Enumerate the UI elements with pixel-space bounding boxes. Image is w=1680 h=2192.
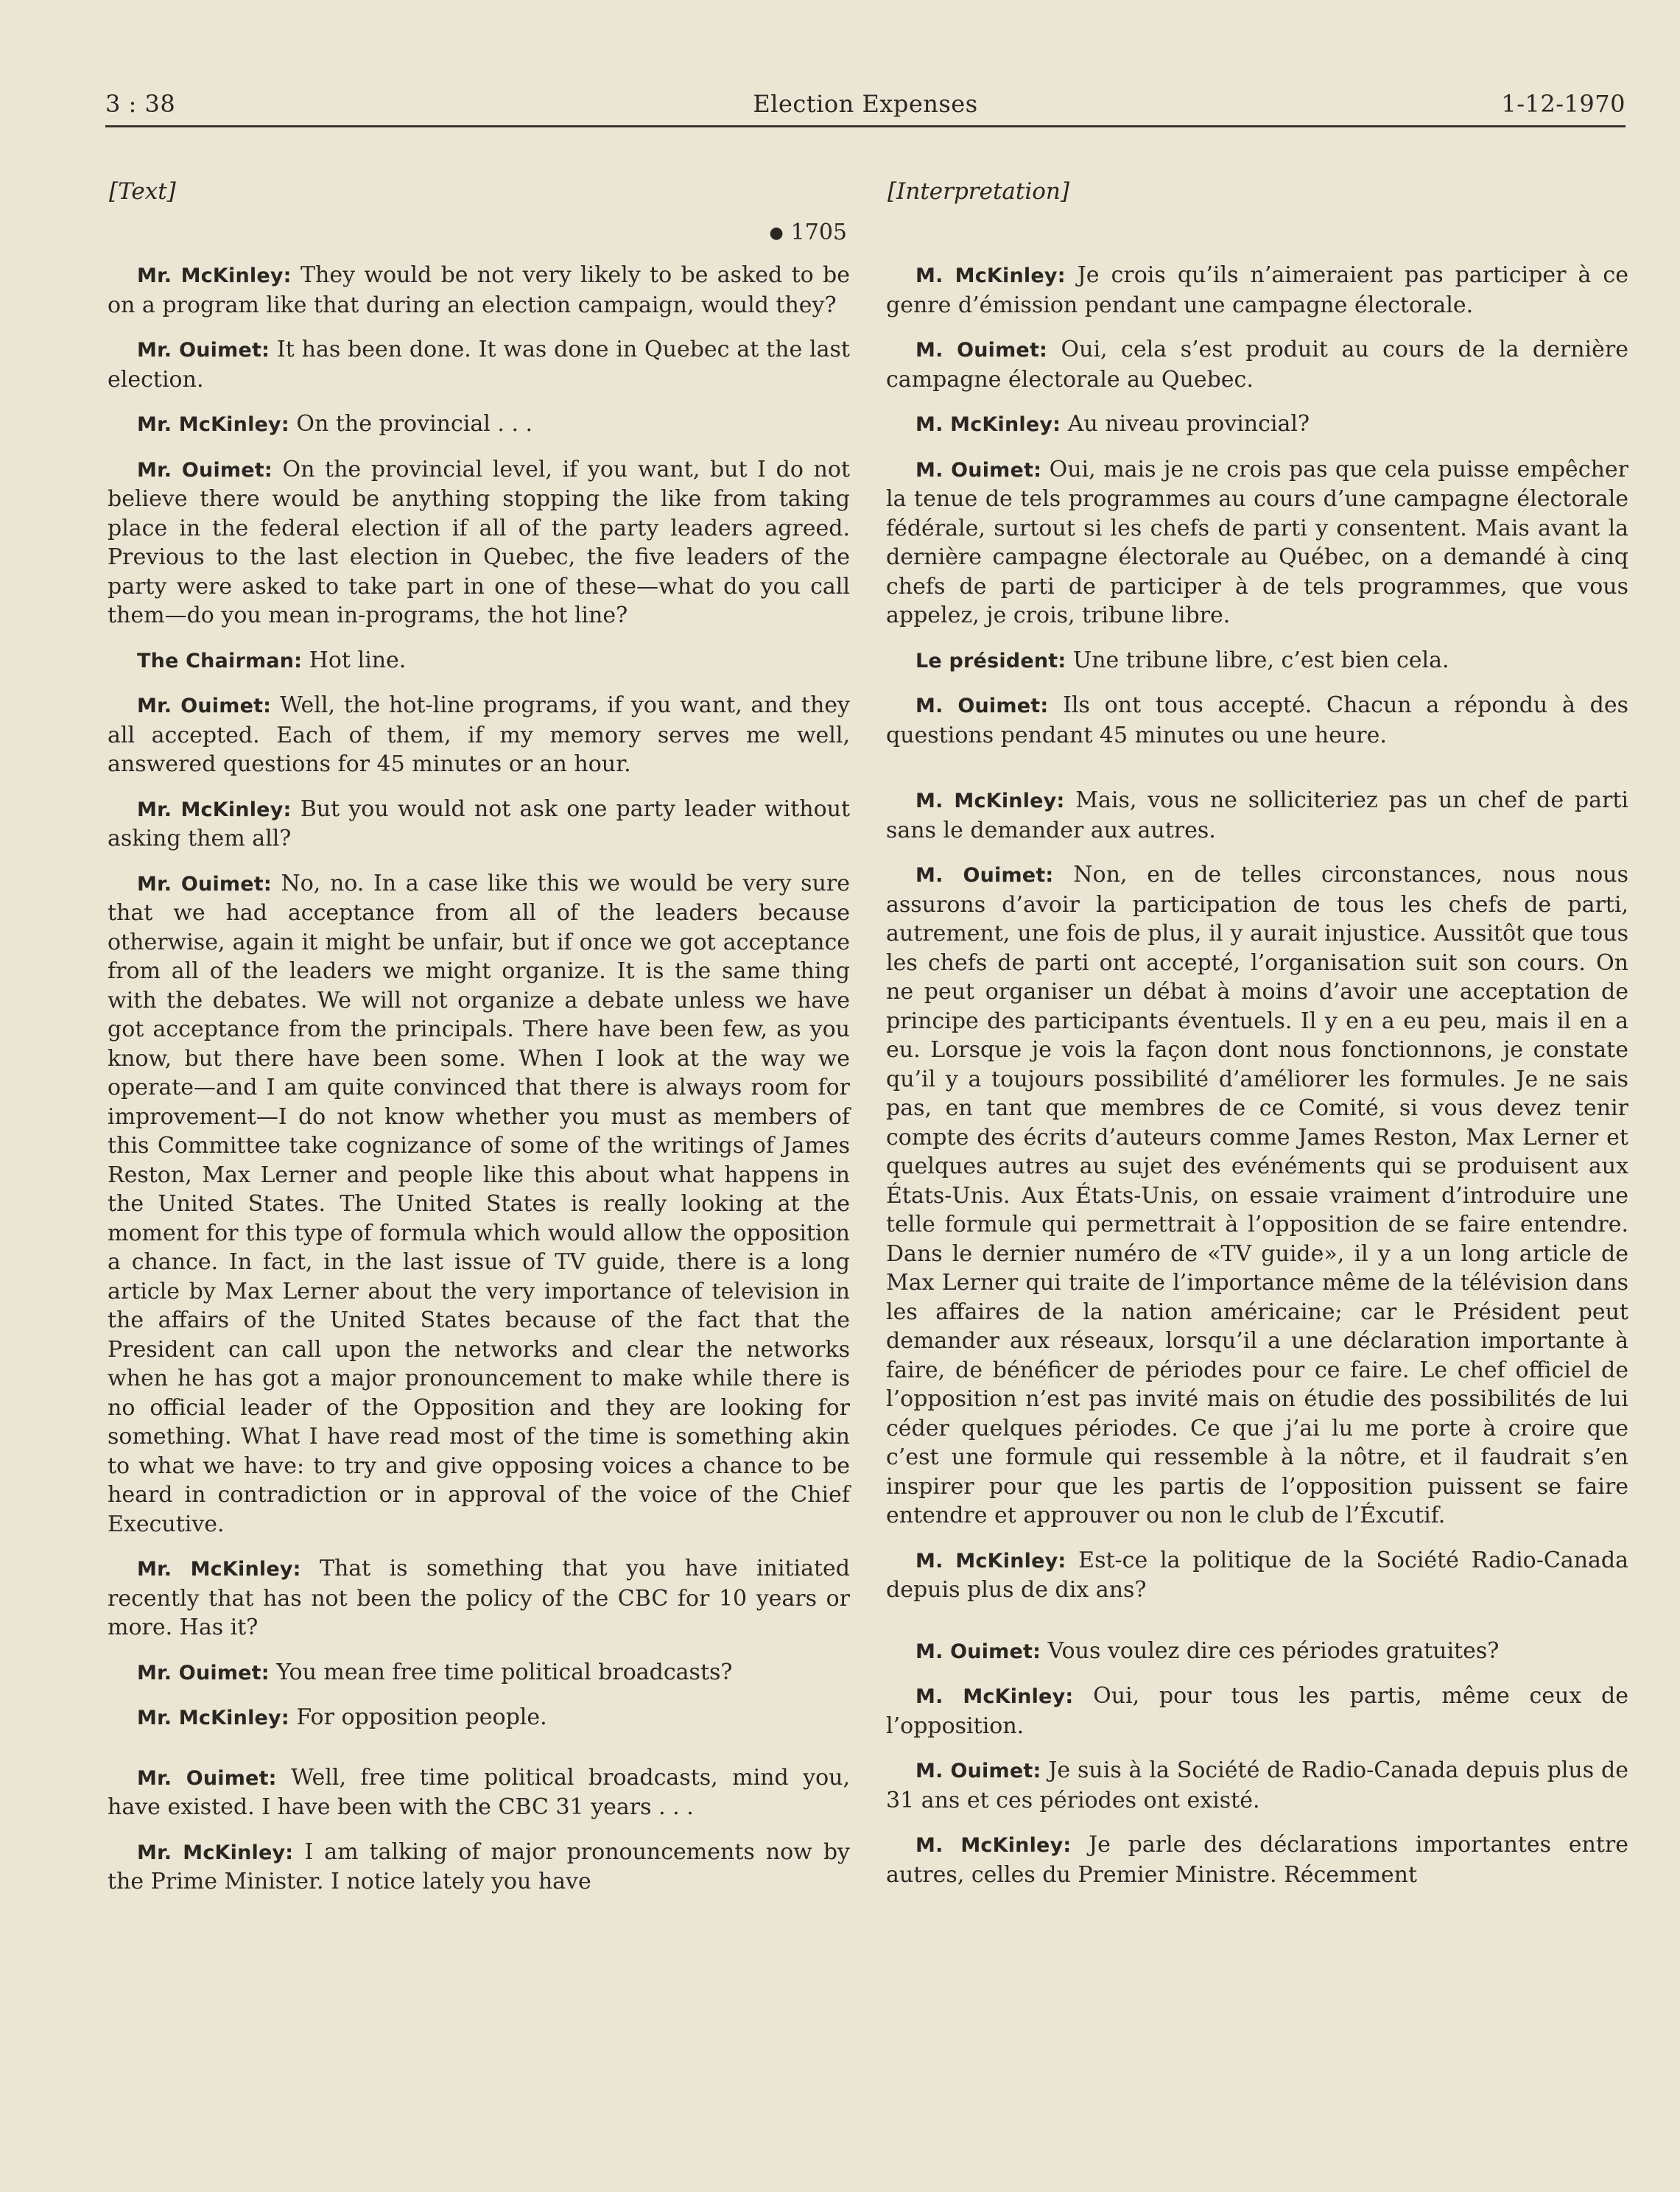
speech-paragraph bbox=[108, 1703, 850, 1733]
speech-text: I am talking of major pronouncements now by the Prime Minister. I notice lately you have bbox=[108, 1838, 851, 1894]
speaker-name: M. McKinley: bbox=[915, 790, 1065, 812]
speech-paragraph bbox=[886, 860, 1628, 1531]
speaker-name: Mr. McKinley: bbox=[137, 798, 292, 821]
speaker-name: Mr. McKinley: bbox=[137, 1707, 289, 1729]
section-label: [Interpretation] bbox=[888, 178, 1070, 205]
speech-text: No, no. In a case like this we would be very sure that we had acceptance from all of the leaders because otherwise, again it might be unfair, but if once we got acceptance from all of the leaders we might organize. It is the same thing with the debates. We will not organize a debate unless we have got acceptance from the principals. There have been few, as you know, but there have been some. When I look at the way we operate—and I am quite convinced that there is always room for improvement—I do not know whether you must as members of this Committee take cognizance of some of the writings of James Reston, Max Lerner and people like this about what happens in the United States. The United States is really looking at the moment for this type of formula which would allow the opposition a chance. In fact, in the last issue of TV guide, there is a long article by Max Lerner about the very importance of television in the affairs of the United States because of the fact that the President can call upon the networks and clear the networks when he has got a major pronouncement to make while there is no official leader of the Opposition and they are looking for something. What I have read most of the time is something akin to what we have: to try and give opposing voices a chance to be heard in contradiction or in approval of the voice of the Chief Executive. bbox=[108, 870, 850, 1537]
speaker-name: M. McKinley: bbox=[915, 1549, 1066, 1573]
page-header bbox=[105, 87, 1625, 127]
speech-text: On the provincial . . . bbox=[289, 411, 533, 437]
speaker-name: M. McKinley: bbox=[915, 1834, 1072, 1857]
speaker-name: Mr. McKinley: bbox=[137, 1841, 294, 1864]
speech-text: Oui, mais je ne crois pas que cela puisse empêcher la tenue de tels programmes au cours d’une campagne électorale fédérale, surtout si les chefs de parti y consentent. Mais avant la dernière campagne électorale au Québec, on a demandé à cinq chefs de parti de participer à de tels programmes, que vous appelez, je crois, tribune libre. bbox=[886, 456, 1628, 628]
speech-paragraph bbox=[886, 691, 1628, 750]
speech-text: Vous voulez dire ces périodes gratuites? bbox=[1041, 1637, 1500, 1664]
speaker-name: Mr. Ouimet: bbox=[137, 872, 272, 896]
spacer bbox=[108, 1749, 850, 1763]
sitting-date: 1-12-1970 bbox=[1501, 90, 1625, 118]
speech-text: Well, free time political broadcasts, mind you, have existed. I have been with the CBC 31 years . . . bbox=[108, 1764, 850, 1820]
speech-text: Est-ce la politique de la Société Radio-Canada depuis plus de dix ans? bbox=[886, 1547, 1629, 1603]
speaker-name: Mr. McKinley: bbox=[137, 413, 289, 436]
speech-paragraph bbox=[108, 691, 850, 779]
speaker-name: M. Ouimet: bbox=[915, 339, 1048, 362]
speech-paragraph bbox=[108, 335, 850, 394]
bullet-icon: ● bbox=[769, 224, 784, 242]
speech-paragraph bbox=[886, 786, 1628, 845]
speech-text: On the provincial level, if you want, but I do not believe there would be anything stopping the like from taking place in the federal election if all of the party leaders agreed. Previous to the last election in Quebec, the five leaders of the party were asked to take part in one of these—what do you call them—do you mean in-programs, the hot line? bbox=[108, 456, 850, 628]
speaker-name: Mr. McKinley: bbox=[137, 1558, 301, 1581]
speaker-name: M. McKinley: bbox=[915, 1685, 1074, 1708]
speaker-name: Mr. Ouimet: bbox=[137, 695, 272, 717]
speaker-name: Le président: bbox=[915, 649, 1066, 672]
speaker-name: M. Ouimet: bbox=[915, 1640, 1041, 1663]
speech-paragraph bbox=[886, 1756, 1628, 1815]
speech-text: Je crois qu’ils n’aimeraient pas participer à ce genre d’émission pendant une campagne électorale. bbox=[886, 262, 1628, 318]
speech-paragraph bbox=[108, 455, 850, 630]
speech-paragraph bbox=[886, 1682, 1628, 1740]
french-column bbox=[886, 175, 1628, 1905]
speech-text: Ils ont tous accepté. Chacun a répondu à des questions pendant 45 minutes ou une heure. bbox=[886, 692, 1628, 748]
speech-paragraph bbox=[886, 646, 1628, 676]
timestamp-spacer bbox=[886, 218, 1625, 247]
speaker-name: M. Ouimet: bbox=[915, 864, 1054, 887]
speaker-name: M. McKinley: bbox=[915, 413, 1061, 436]
speaker-name: Mr. Ouimet: bbox=[137, 339, 270, 362]
speaker-name: M. Ouimet: bbox=[915, 695, 1049, 717]
speaker-name: The Chairman: bbox=[137, 649, 303, 672]
speech-text: Well, the hot-line programs, if you want, and they all accepted. Each of them, if my memory serves me well, answered questions for 45 minutes or an hour. bbox=[108, 692, 850, 777]
speech-text: You mean free time political broadcasts? bbox=[269, 1659, 733, 1685]
speech-text: Non, en de telles circonstances, nous nous assurons d’avoir la participation de tous les chefs de parti, autrement, une fois de plus, il y aurait injustice. Aussitôt que tous les chefs de parti ont accepté, l’organisation suit son cours. On ne peut organiser un débat à moins d’avoir une acceptation de principe des participants éventuels. Il y en a eu peu, mais il en a eu. Lorsque je vois la façon dont nous fonctionnons, je constate qu’il y a toujours possibilité d’améliorer les formules. Je ne sais pas, en tant que membres de ce Comité, si vous devez tenir compte des écrits d’auteurs comme James Reston, Max Lerner et quelques autres au sujet des evénéments qui se produisent aux États-Unis. Aux États-Unis, on essaie vraiment d’introduire une telle formule qui permettrait à l’opposition de se faire entendre. Dans le dernier numéro de «TV guide», il y a un long article de Max Lerner qui traite de l’importance même de la télévision dans les affaires de la nation américaine; car le Président peut demander aux réseaux, lorsqu’il a une déclaration importante à faire, de bénéficer de périodes pour ce faire. Le chef officiel de l’opposition n’est pas invité mais on étudie des possibilités de lui céder quelques périodes. Ce que j’ai lu me porte à croire que c’est une formule qui ressemble à la nôtre, et il faudrait s’en inspirer pour que les partis de l’opposition puissent se faire entendre et approuver ou non le club de l’Éxcutif. bbox=[886, 862, 1628, 1528]
speech-paragraph bbox=[886, 1830, 1628, 1889]
speech-paragraph bbox=[108, 1658, 850, 1688]
speech-text: Une tribune libre, c’est bien cela. bbox=[1066, 647, 1449, 673]
speech-text: Je parle des déclarations importantes entre autres, celles du Premier Ministre. Récemment bbox=[886, 1832, 1628, 1888]
speech-text: They would be not very likely to be asked to be on a program like that during an election campaign, would they? bbox=[108, 262, 850, 318]
speech-paragraph bbox=[108, 410, 850, 440]
speech-paragraph bbox=[108, 795, 850, 854]
speech-text: That is something that you have initiated recently that has not been the policy of the CBC for 10 years or more. Has it? bbox=[108, 1556, 850, 1640]
section-label: [Text] bbox=[109, 178, 176, 205]
timestamp: ● 1705 bbox=[769, 219, 847, 245]
running-title: Election Expenses bbox=[753, 90, 978, 118]
spacer bbox=[886, 1620, 1628, 1637]
speech-text: Hot line. bbox=[302, 647, 407, 673]
speech-paragraph bbox=[886, 410, 1628, 440]
speech-text: For opposition people. bbox=[289, 1704, 547, 1730]
speech-paragraph bbox=[886, 1546, 1628, 1605]
spacer bbox=[886, 765, 1628, 786]
speech-paragraph bbox=[886, 261, 1628, 320]
speaker-name: M. McKinley: bbox=[915, 264, 1066, 287]
speech-text: Oui, cela s’est produit au cours de la dernière campagne électorale au Quebec. bbox=[886, 337, 1628, 393]
page-number: 3 : 38 bbox=[105, 90, 176, 118]
speech-paragraph bbox=[108, 1763, 850, 1822]
speech-paragraph bbox=[108, 869, 850, 1539]
speech-paragraph bbox=[886, 1637, 1628, 1667]
speaker-name: Mr. McKinley: bbox=[137, 264, 292, 287]
speaker-name: Mr. Ouimet: bbox=[137, 1766, 277, 1790]
speech-paragraph bbox=[886, 455, 1628, 630]
speech-text: But you would not ask one party leader without asking them all? bbox=[108, 795, 851, 851]
speaker-name: Mr. Ouimet: bbox=[137, 458, 273, 482]
speech-text: It has been done. It was done in Quebec at the last election. bbox=[108, 337, 850, 393]
english-column bbox=[108, 175, 850, 1912]
speech-text: Oui, pour tous les partis, même ceux de l’opposition. bbox=[886, 1683, 1628, 1739]
speaker-name: Mr. Ouimet: bbox=[137, 1661, 270, 1685]
speech-paragraph bbox=[108, 1838, 850, 1897]
speech-paragraph bbox=[108, 646, 850, 676]
speaker-name: M. Ouimet: bbox=[915, 1760, 1041, 1782]
speech-text: Au niveau provincial? bbox=[1061, 411, 1310, 437]
speaker-name: M. Ouimet: bbox=[915, 458, 1042, 482]
speech-paragraph bbox=[108, 1554, 850, 1643]
speech-paragraph bbox=[886, 335, 1628, 394]
speech-text: Je suis à la Société de Radio-Canada depuis plus de 31 ans et ces périodes ont existé. bbox=[886, 1757, 1628, 1813]
speech-paragraph bbox=[108, 261, 850, 320]
speech-text: Mais, vous ne solliciteriez pas un chef de parti sans le demander aux autres. bbox=[886, 787, 1628, 843]
